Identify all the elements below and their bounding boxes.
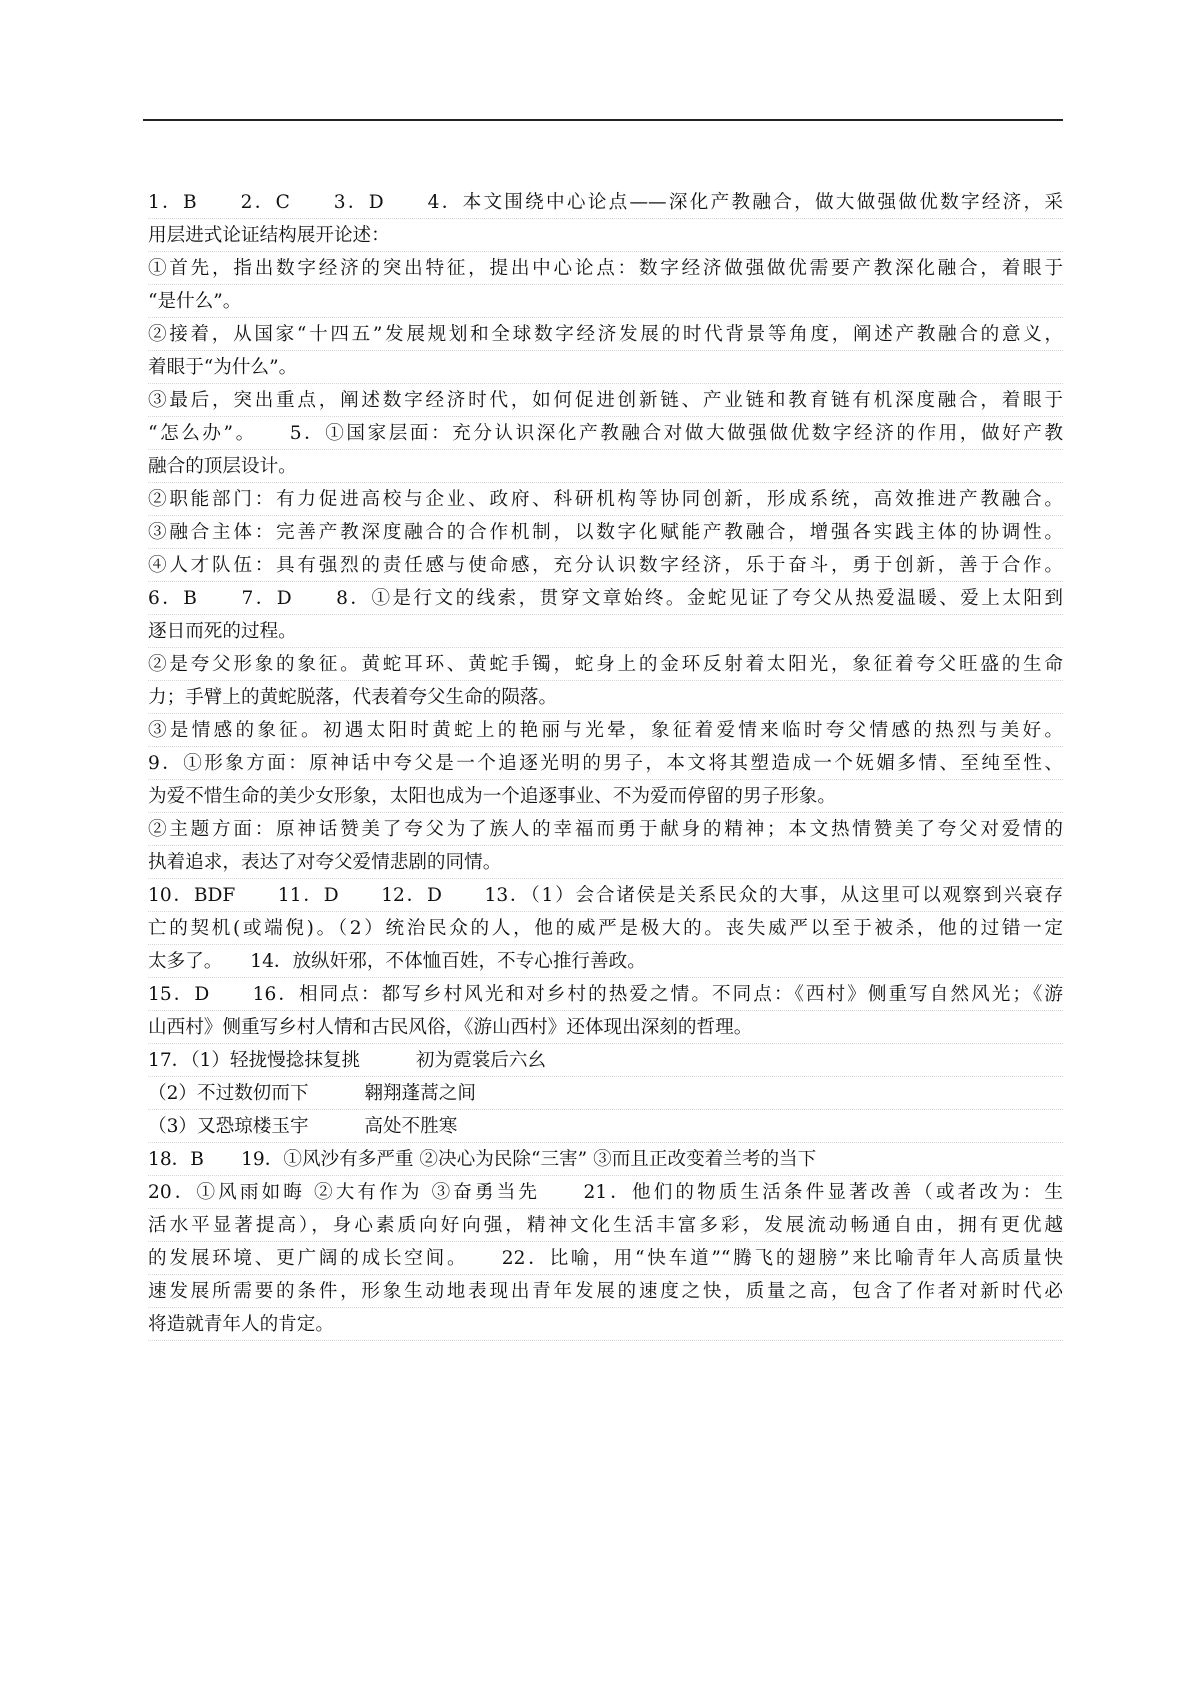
answer-line: ③是情感的象征。初遇太阳时黄蛇上的艳丽与光晕，象征着爱情来临时夸父情感的热烈与美好。 bbox=[148, 714, 1063, 747]
answer-line: 力；手臂上的黄蛇脱落，代表着夸父生命的陨落。 bbox=[148, 681, 1063, 714]
answer-line: 融合的顶层设计。 bbox=[148, 450, 1063, 483]
answer-line: ②是夸父形象的象征。黄蛇耳环、黄蛇手镯，蛇身上的金环反射着太阳光，象征着夸父旺盛的生命 bbox=[148, 648, 1063, 681]
answer-line: 将造就青年人的肯定。 bbox=[148, 1308, 1063, 1341]
answer-line: 的发展环境、更广阔的成长空间。 22．比喻，用“快车道”“腾飞的翅膀”来比喻青年人高质量快 bbox=[148, 1242, 1063, 1275]
answer-line: 20．①风雨如晦 ②大有作为 ③奋勇当先 21．他们的物质生活条件显著改善（或者改为：生 bbox=[148, 1176, 1063, 1209]
answer-line: （3）又恐琼楼玉宇 高处不胜寒 bbox=[148, 1110, 1063, 1143]
answer-line: 执着追求，表达了对夸父爱情悲剧的同情。 bbox=[148, 846, 1063, 879]
answer-line: ③融合主体：完善产教深度融合的合作机制，以数字化赋能产教融合，增强各实践主体的协调性。 bbox=[148, 516, 1063, 549]
answer-line: 用层进式论证结构展开论述： bbox=[148, 219, 1063, 252]
answer-line: 着眼于“为什么”。 bbox=[148, 351, 1063, 384]
answer-line: 亡的契机(或端倪)。（2）统治民众的人，他的威严是极大的。丧失威严以至于被杀，他的过错一定 bbox=[148, 912, 1063, 945]
answer-line: 6．B 7．D 8．①是行文的线索，贯穿文章始终。金蛇见证了夸父从热爱温暖、爱上太阳到 bbox=[148, 582, 1063, 615]
answer-text-block bbox=[148, 186, 1063, 1341]
answer-line: ②职能部门：有力促进高校与企业、政府、科研机构等协同创新，形成系统，高效推进产教融合。 bbox=[148, 483, 1063, 516]
answer-line: 9．①形象方面：原神话中夸父是一个追逐光明的男子，本文将其塑造成一个妩媚多情、至纯至性、 bbox=[148, 747, 1063, 780]
answer-line: ④人才队伍：具有强烈的责任感与使命感，充分认识数字经济，乐于奋斗，勇于创新，善于合作。 bbox=[148, 549, 1063, 582]
answer-line: 逐日而死的过程。 bbox=[148, 615, 1063, 648]
answer-line: 活水平显著提高），身心素质向好向强，精神文化生活丰富多彩，发展流动畅通自由，拥有更优越 bbox=[148, 1209, 1063, 1242]
answer-line: 18．B 19．①风沙有多严重 ②决心为民除“三害” ③而且正改变着兰考的当下 bbox=[148, 1143, 1063, 1176]
answer-line: 速发展所需要的条件，形象生动地表现出青年发展的速度之快，质量之高，包含了作者对新时代必 bbox=[148, 1275, 1063, 1308]
answer-line: ②接着，从国家“十四五”发展规划和全球数字经济发展的时代背景等角度，阐述产教融合的意义， bbox=[148, 318, 1063, 351]
answer-line: 为爱不惜生命的美少女形象，太阳也成为一个追逐事业、不为爱而停留的男子形象。 bbox=[148, 780, 1063, 813]
answer-line: ②主题方面：原神话赞美了夸父为了族人的幸福而勇于献身的精神；本文热情赞美了夸父对爱情的 bbox=[148, 813, 1063, 846]
answer-line: 1．B 2．C 3．D 4．本文围绕中心论点——深化产教融合，做大做强做优数字经济，采 bbox=[148, 186, 1063, 219]
answer-line: （2）不过数仞而下 翱翔蓬蒿之间 bbox=[148, 1077, 1063, 1110]
answer-line: ③最后，突出重点，阐述数字经济时代，如何促进创新链、产业链和教育链有机深度融合，着眼于 bbox=[148, 384, 1063, 417]
header-rule bbox=[143, 119, 1063, 121]
answer-line: “是什么”。 bbox=[148, 285, 1063, 318]
answer-line: 山西村》侧重写乡村人情和古民风俗，《游山西村》还体现出深刻的哲理。 bbox=[148, 1011, 1063, 1044]
answer-line: 太多了。 14．放纵奸邪，不体恤百姓，不专心推行善政。 bbox=[148, 945, 1063, 978]
answer-line: 17．（1）轻拢慢捻抹复挑 初为霓裳后六幺 bbox=[148, 1044, 1063, 1077]
answer-line: 10．BDF 11．D 12．D 13．（1）会合诸侯是关系民众的大事，从这里可以观察到兴衰存 bbox=[148, 879, 1063, 912]
answer-line: “怎么办”。 5．①国家层面：充分认识深化产教融合对做大做强做优数字经济的作用，做好产教 bbox=[148, 417, 1063, 450]
answer-line: 15．D 16．相同点：都写乡村风光和对乡村的热爱之情。不同点：《西村》侧重写自然风光；《游 bbox=[148, 978, 1063, 1011]
answer-line: ①首先，指出数字经济的突出特征，提出中心论点：数字经济做强做优需要产教深化融合，着眼于 bbox=[148, 252, 1063, 285]
